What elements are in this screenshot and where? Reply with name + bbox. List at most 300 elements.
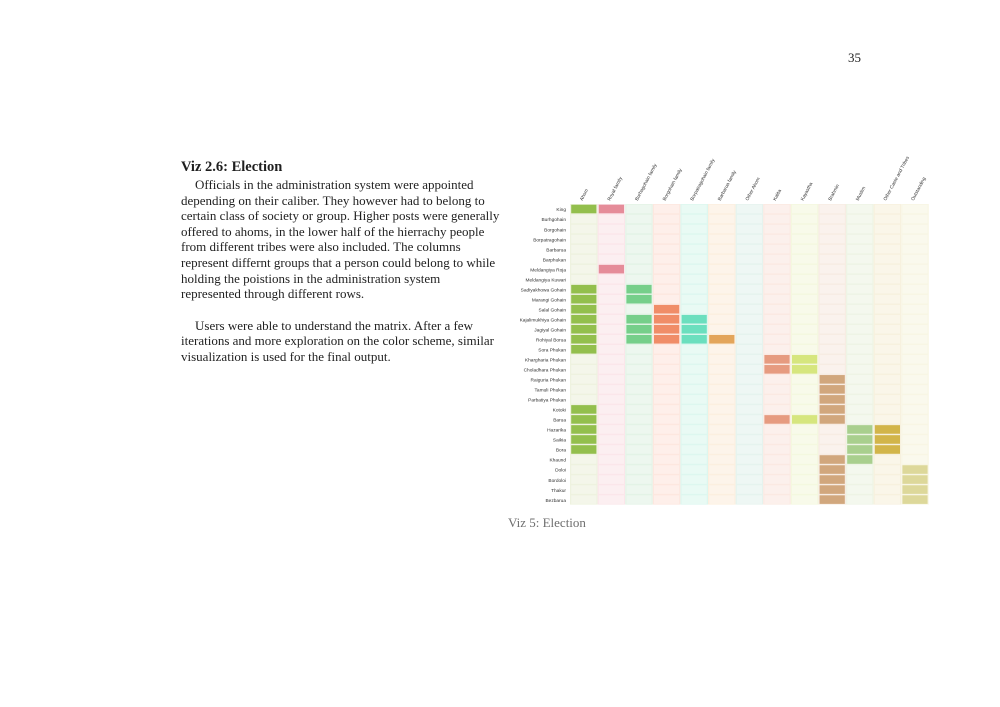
matrix-cell-empty <box>571 395 596 404</box>
matrix-cell-empty <box>626 495 651 504</box>
matrix-cell-filled <box>571 315 596 324</box>
matrix-cell-empty <box>737 495 762 504</box>
matrix-cell-empty <box>599 405 624 414</box>
matrix-cell-empty <box>847 475 872 484</box>
matrix-cell-empty <box>764 495 789 504</box>
matrix-cell-filled <box>764 355 789 364</box>
matrix-cell-empty <box>792 215 817 224</box>
matrix-cell-empty <box>792 375 817 384</box>
matrix-cell-empty <box>654 375 679 384</box>
matrix-cell-empty <box>820 215 845 224</box>
matrix-cell-filled <box>571 305 596 314</box>
column-label: Muslim <box>855 186 868 202</box>
matrix-cell-empty <box>709 315 734 324</box>
matrix-cell-empty <box>764 375 789 384</box>
matrix-cell-filled <box>571 435 596 444</box>
matrix-cell-empty <box>626 235 651 244</box>
row-label: Borgohain <box>544 228 566 234</box>
matrix-cell-filled <box>599 205 624 214</box>
matrix-cell-filled <box>820 415 845 424</box>
matrix-cell-empty <box>709 325 734 334</box>
matrix-cell-empty <box>626 395 651 404</box>
matrix-cell-empty <box>875 465 900 474</box>
matrix-cell-empty <box>764 245 789 254</box>
matrix-cell-empty <box>737 265 762 274</box>
matrix-cell-empty <box>764 385 789 394</box>
matrix-cell-filled <box>764 415 789 424</box>
matrix-cell-empty <box>847 395 872 404</box>
matrix-cell-empty <box>847 385 872 394</box>
matrix-cell-empty <box>626 385 651 394</box>
matrix-cell-empty <box>792 445 817 454</box>
matrix-cell-empty <box>792 405 817 414</box>
matrix-cell-empty <box>571 255 596 264</box>
matrix-cell-empty <box>709 235 734 244</box>
matrix-cell-filled <box>571 205 596 214</box>
matrix-cell-empty <box>875 295 900 304</box>
matrix-cell-empty <box>847 355 872 364</box>
matrix-cell-empty <box>654 365 679 374</box>
matrix-cell-empty <box>847 295 872 304</box>
matrix-cell-empty <box>682 425 707 434</box>
matrix-cell-filled <box>571 325 596 334</box>
matrix-cell-empty <box>875 365 900 374</box>
matrix-cell-filled <box>626 335 651 344</box>
row-label: Doloi <box>555 468 566 474</box>
matrix-cell-empty <box>902 335 927 344</box>
matrix-cell-empty <box>875 305 900 314</box>
matrix-cell-empty <box>737 315 762 324</box>
matrix-cell-filled <box>571 425 596 434</box>
row-label: Khaund <box>549 458 566 464</box>
matrix-cell-empty <box>820 225 845 234</box>
matrix-cell-empty <box>737 275 762 284</box>
matrix-cell-empty <box>902 365 927 374</box>
matrix-cell-empty <box>737 355 762 364</box>
matrix-cell-empty <box>654 205 679 214</box>
matrix-cell-empty <box>820 345 845 354</box>
matrix-cell-empty <box>792 295 817 304</box>
matrix-cell-empty <box>682 285 707 294</box>
matrix-cell-empty <box>764 335 789 344</box>
matrix-cell-empty <box>571 225 596 234</box>
matrix-cell-empty <box>820 295 845 304</box>
matrix-cell-empty <box>820 235 845 244</box>
matrix-cell-filled <box>847 435 872 444</box>
paragraph-feedback-text: Users were able to understand the matrix. After a few iterations and more exploration on the color scheme, similar visualization is used for the final output. <box>181 317 494 364</box>
matrix-cell-empty <box>654 225 679 234</box>
matrix-cell-empty <box>599 215 624 224</box>
matrix-cell-empty <box>792 335 817 344</box>
matrix-cell-empty <box>902 355 927 364</box>
matrix-cell-empty <box>626 435 651 444</box>
matrix-cell-empty <box>654 345 679 354</box>
row-label: Bora <box>555 448 566 454</box>
matrix-cell-empty <box>764 345 789 354</box>
matrix-cell-empty <box>571 385 596 394</box>
matrix-cell-filled <box>682 335 707 344</box>
matrix-cell-empty <box>875 335 900 344</box>
matrix-cell-empty <box>764 275 789 284</box>
matrix-cell-empty <box>626 355 651 364</box>
matrix-cell-empty <box>599 295 624 304</box>
matrix-cell-empty <box>737 205 762 214</box>
matrix-cell-empty <box>709 355 734 364</box>
matrix-cell-empty <box>764 315 789 324</box>
row-label: Kotoki <box>552 408 566 414</box>
matrix-cell-filled <box>709 335 734 344</box>
matrix-cell-empty <box>709 365 734 374</box>
matrix-cell-empty <box>682 215 707 224</box>
matrix-cell-empty <box>847 275 872 284</box>
matrix-cell-empty <box>682 235 707 244</box>
matrix-cell-empty <box>847 235 872 244</box>
matrix-cell-empty <box>902 255 927 264</box>
matrix-cell-empty <box>792 225 817 234</box>
matrix-cell-empty <box>737 385 762 394</box>
matrix-cell-empty <box>764 435 789 444</box>
matrix-cell-empty <box>626 485 651 494</box>
matrix-cell-empty <box>709 285 734 294</box>
matrix-cell-empty <box>764 255 789 264</box>
matrix-cell-empty <box>737 395 762 404</box>
matrix-cell-filled <box>654 335 679 344</box>
column-label: Outstanding <box>910 176 928 202</box>
matrix-cell-empty <box>626 465 651 474</box>
matrix-cell-empty <box>599 345 624 354</box>
matrix-cell-empty <box>764 485 789 494</box>
matrix-cell-empty <box>654 255 679 264</box>
matrix-cell-filled <box>792 415 817 424</box>
matrix-cell-empty <box>737 415 762 424</box>
matrix-cell-empty <box>902 435 927 444</box>
matrix-cell-empty <box>682 345 707 354</box>
matrix-cell-empty <box>792 435 817 444</box>
matrix-cell-empty <box>902 315 927 324</box>
matrix-cell-filled <box>626 315 651 324</box>
matrix-cell-empty <box>599 275 624 284</box>
matrix-cell-empty <box>792 205 817 214</box>
matrix-cell-empty <box>626 305 651 314</box>
matrix-cell-empty <box>626 375 651 384</box>
matrix-cell-empty <box>709 455 734 464</box>
matrix-cell-empty <box>709 225 734 234</box>
matrix-cell-empty <box>654 465 679 474</box>
matrix-cell-empty <box>599 305 624 314</box>
row-label: Barbarua <box>546 248 566 254</box>
matrix-cell-filled <box>902 475 927 484</box>
matrix-cell-empty <box>709 205 734 214</box>
matrix-cell-empty <box>902 425 927 434</box>
matrix-cell-empty <box>902 325 927 334</box>
matrix-cell-filled <box>626 295 651 304</box>
matrix-cell-empty <box>764 235 789 244</box>
row-label: Burhgohain <box>541 218 566 224</box>
row-label: Meldangiya Kuwari <box>525 278 566 284</box>
matrix-cell-empty <box>654 295 679 304</box>
matrix-cell-empty <box>709 345 734 354</box>
matrix-cell-empty <box>599 455 624 464</box>
matrix-cell-empty <box>654 355 679 364</box>
matrix-cell-empty <box>626 405 651 414</box>
matrix-cell-empty <box>709 495 734 504</box>
column-label: Kayastha <box>800 181 815 202</box>
matrix-cell-filled <box>820 395 845 404</box>
matrix-cell-empty <box>764 445 789 454</box>
matrix-cell-empty <box>709 445 734 454</box>
paragraph-intro <box>181 177 501 302</box>
matrix-cell-empty <box>820 355 845 364</box>
matrix-cell-empty <box>820 245 845 254</box>
matrix-cell-empty <box>599 445 624 454</box>
matrix-cell-empty <box>764 305 789 314</box>
matrix-cell-empty <box>654 415 679 424</box>
matrix-cell-empty <box>764 465 789 474</box>
matrix-cell-filled <box>820 455 845 464</box>
matrix-cell-filled <box>902 495 927 504</box>
matrix-cell-empty <box>847 215 872 224</box>
matrix-cell-empty <box>599 485 624 494</box>
body-text <box>181 158 501 365</box>
matrix-cell-empty <box>820 365 845 374</box>
row-label: Rohiyal Borua <box>535 338 566 344</box>
matrix-cell-filled <box>571 295 596 304</box>
matrix-cell-empty <box>902 225 927 234</box>
matrix-cell-empty <box>682 455 707 464</box>
matrix-cell-empty <box>571 235 596 244</box>
matrix-cell-empty <box>875 255 900 264</box>
matrix-cell-empty <box>626 225 651 234</box>
matrix-cell-empty <box>737 375 762 384</box>
matrix-cell-empty <box>792 325 817 334</box>
matrix-cell-empty <box>626 365 651 374</box>
matrix-cell-empty <box>709 475 734 484</box>
matrix-cell-empty <box>792 395 817 404</box>
matrix-cell-empty <box>599 435 624 444</box>
matrix-cell-empty <box>792 425 817 434</box>
matrix-cell-empty <box>682 445 707 454</box>
matrix-cell-filled <box>654 325 679 334</box>
matrix-cell-empty <box>902 455 927 464</box>
matrix-cell-empty <box>820 315 845 324</box>
column-label: Brahmin <box>828 183 841 202</box>
matrix-cell-empty <box>626 265 651 274</box>
matrix-cell-filled <box>682 325 707 334</box>
matrix-cell-empty <box>847 245 872 254</box>
matrix-cell-filled <box>875 425 900 434</box>
matrix-cell-empty <box>820 285 845 294</box>
matrix-cell-empty <box>626 415 651 424</box>
matrix-cell-empty <box>709 375 734 384</box>
matrix-cell-empty <box>875 495 900 504</box>
matrix-cell-empty <box>737 425 762 434</box>
page-number: 35 <box>848 50 861 65</box>
matrix-cell-empty <box>682 485 707 494</box>
row-label: Thakur <box>551 488 566 494</box>
row-label: Barphukan <box>542 258 566 264</box>
matrix-cell-empty <box>875 375 900 384</box>
matrix-cell-filled <box>820 495 845 504</box>
matrix-cell-empty <box>737 225 762 234</box>
matrix-cell-empty <box>875 415 900 424</box>
matrix-cell-empty <box>709 305 734 314</box>
matrix-cell-empty <box>626 345 651 354</box>
matrix-cell-empty <box>682 495 707 504</box>
matrix-cell-empty <box>682 475 707 484</box>
matrix-cell-empty <box>654 485 679 494</box>
matrix-cell-empty <box>764 425 789 434</box>
matrix-cell-empty <box>764 395 789 404</box>
matrix-cell-empty <box>847 335 872 344</box>
matrix-cell-filled <box>820 385 845 394</box>
row-label: Bezbarua <box>545 498 566 504</box>
column-label: Borpatragohain family <box>690 158 717 202</box>
matrix-cell-empty <box>875 235 900 244</box>
matrix-cell-empty <box>875 215 900 224</box>
matrix-cell-filled <box>820 405 845 414</box>
matrix-cell-empty <box>709 385 734 394</box>
matrix-cell-empty <box>654 265 679 274</box>
matrix-cell-empty <box>571 465 596 474</box>
matrix-cell-empty <box>599 335 624 344</box>
matrix-cell-empty <box>654 475 679 484</box>
matrix-cell-empty <box>902 415 927 424</box>
matrix-cell-empty <box>820 305 845 314</box>
matrix-cell-filled <box>571 335 596 344</box>
matrix-cell-empty <box>654 285 679 294</box>
matrix-cell-empty <box>875 385 900 394</box>
matrix-cell-empty <box>709 255 734 264</box>
row-label: Jagiyal Gohain <box>534 328 566 334</box>
matrix-cell-empty <box>599 415 624 424</box>
election-matrix <box>505 150 935 510</box>
matrix-cell-empty <box>875 205 900 214</box>
matrix-cell-empty <box>599 475 624 484</box>
matrix-cell-empty <box>737 295 762 304</box>
matrix-cell-empty <box>626 425 651 434</box>
matrix-cell-empty <box>902 265 927 274</box>
matrix-cell-empty <box>792 465 817 474</box>
matrix-cell-empty <box>764 405 789 414</box>
matrix-cell-filled <box>792 355 817 364</box>
column-label: Barbarua family <box>717 169 738 202</box>
matrix-cell-empty <box>682 395 707 404</box>
matrix-cell-empty <box>709 485 734 494</box>
matrix-cell-empty <box>682 275 707 284</box>
matrix-cell-empty <box>571 455 596 464</box>
matrix-cell-filled <box>571 415 596 424</box>
matrix-cell-empty <box>792 235 817 244</box>
matrix-cell-empty <box>847 325 872 334</box>
matrix-cell-filled <box>902 485 927 494</box>
matrix-cell-empty <box>875 395 900 404</box>
matrix-cell-filled <box>599 265 624 274</box>
paragraph-feedback <box>181 318 501 365</box>
row-label: Bordoloi <box>548 478 566 484</box>
matrix-cell-empty <box>709 295 734 304</box>
matrix-cell-empty <box>737 445 762 454</box>
matrix-cell-empty <box>875 455 900 464</box>
matrix-cell-empty <box>792 385 817 394</box>
matrix-cell-empty <box>902 445 927 454</box>
matrix-cell-empty <box>875 405 900 414</box>
matrix-cell-empty <box>875 275 900 284</box>
matrix-cell-empty <box>737 245 762 254</box>
row-label: Parbatiya Phukan <box>528 398 566 404</box>
matrix-cell-empty <box>571 485 596 494</box>
matrix-cell-empty <box>571 275 596 284</box>
matrix-cell-empty <box>654 445 679 454</box>
matrix-cell-empty <box>902 245 927 254</box>
row-label: King <box>556 208 566 214</box>
matrix-cell-empty <box>599 235 624 244</box>
matrix-cell-empty <box>737 485 762 494</box>
matrix-cell-empty <box>599 225 624 234</box>
matrix-cell-empty <box>820 275 845 284</box>
column-label: Royal family <box>607 176 625 202</box>
matrix-cell-empty <box>737 435 762 444</box>
matrix-cell-empty <box>847 405 872 414</box>
matrix-cell-empty <box>847 375 872 384</box>
matrix-cell-empty <box>682 245 707 254</box>
matrix-cell-empty <box>764 325 789 334</box>
matrix-cell-empty <box>599 285 624 294</box>
matrix-cell-empty <box>571 375 596 384</box>
matrix-cell-empty <box>737 465 762 474</box>
column-label: Kalita <box>772 188 784 202</box>
matrix-cell-empty <box>571 365 596 374</box>
column-label: Borgohain family <box>662 168 684 202</box>
row-label: Kajalimukhiya Gohain <box>519 318 566 324</box>
matrix-cell-empty <box>847 465 872 474</box>
matrix-cell-empty <box>847 205 872 214</box>
matrix-cell-empty <box>571 475 596 484</box>
matrix-cell-empty <box>599 425 624 434</box>
matrix-cell-empty <box>571 245 596 254</box>
matrix-cell-empty <box>875 285 900 294</box>
matrix-cell-empty <box>820 435 845 444</box>
matrix-cell-empty <box>654 235 679 244</box>
matrix-cell-empty <box>792 305 817 314</box>
matrix-cell-empty <box>571 495 596 504</box>
matrix-cell-empty <box>764 215 789 224</box>
matrix-cell-empty <box>792 275 817 284</box>
matrix-cell-empty <box>847 255 872 264</box>
matrix-cell-empty <box>709 405 734 414</box>
matrix-cell-empty <box>654 435 679 444</box>
matrix-cell-empty <box>599 365 624 374</box>
matrix-cell-empty <box>599 375 624 384</box>
column-label: Burhagohain family <box>634 163 659 202</box>
matrix-cell-empty <box>902 215 927 224</box>
matrix-cell-filled <box>820 475 845 484</box>
matrix-cell-empty <box>902 235 927 244</box>
row-label: Marangi Gohain <box>531 298 566 304</box>
figure-caption: Viz 5: Election <box>508 515 586 530</box>
matrix-cell-empty <box>654 245 679 254</box>
row-label: Meldangiya Roja <box>530 268 566 274</box>
matrix-cell-empty <box>820 255 845 264</box>
matrix-cell-empty <box>682 305 707 314</box>
matrix-cell-empty <box>875 325 900 334</box>
matrix-cell-filled <box>654 305 679 314</box>
matrix-cell-empty <box>764 225 789 234</box>
matrix-cell-empty <box>654 425 679 434</box>
matrix-cell-filled <box>820 485 845 494</box>
row-label: Raiguria Phukan <box>530 378 566 384</box>
row-label: Salal Gohain <box>538 308 566 314</box>
matrix-cell-empty <box>737 325 762 334</box>
